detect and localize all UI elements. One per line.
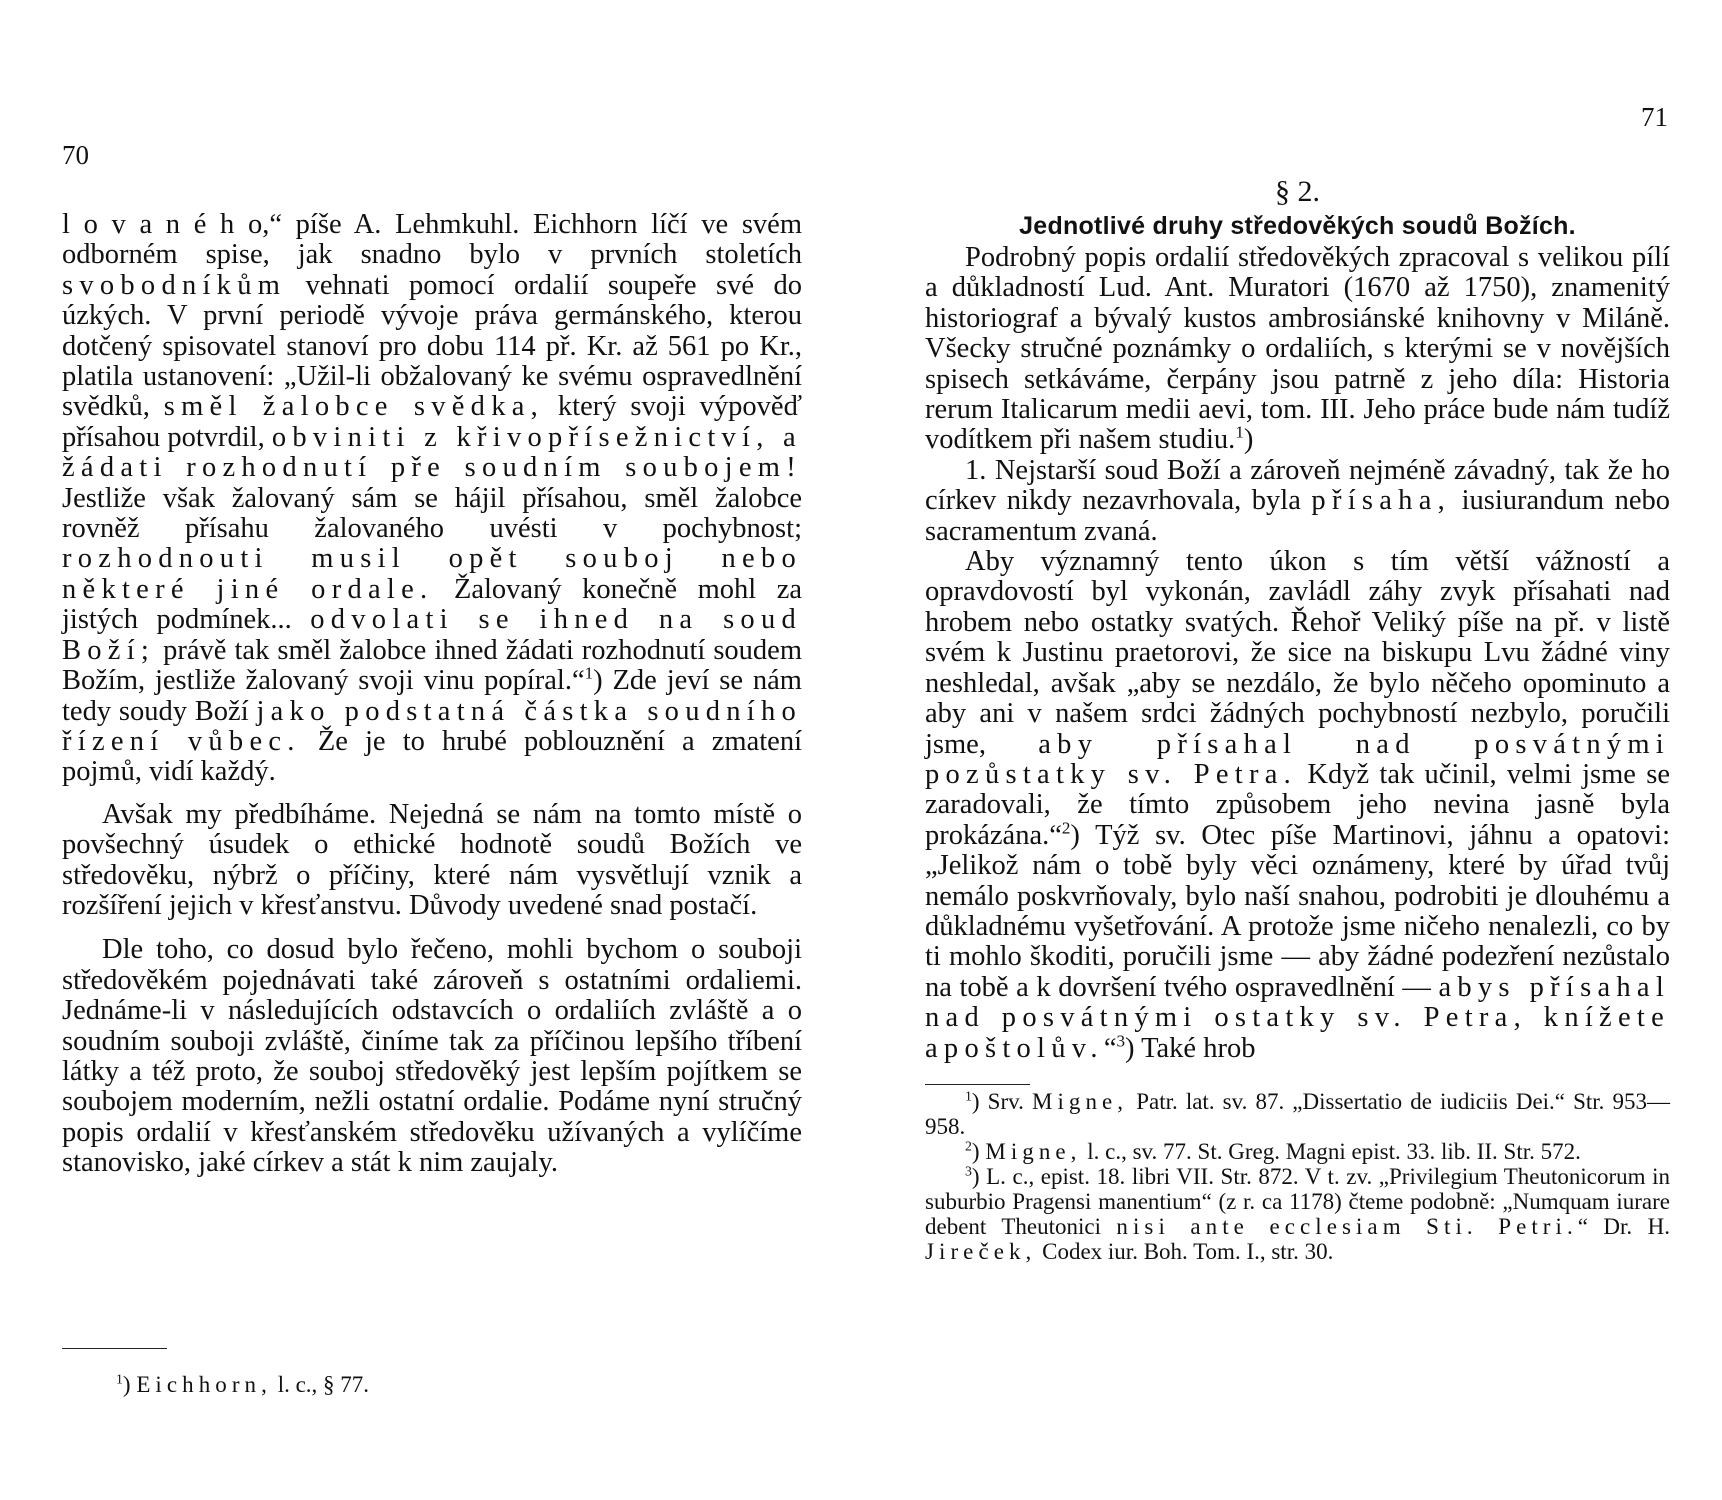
text-run: ): [971, 1138, 986, 1164]
footnote-rule: [62, 1348, 167, 1349]
footnote: [925, 1139, 1670, 1164]
spaced-emphasis: jako podstatná částka soudního řízení vůbec.: [62, 695, 802, 757]
text-run: ) Zde jeví se nám tedy soudy Boží: [62, 665, 802, 727]
text-run: “: [1103, 1032, 1117, 1064]
text-column: [62, 210, 802, 1179]
spaced-emphasis: Jireček,: [925, 1238, 1037, 1264]
text-run: Když tak učinil, velmi jsme se zaradovali, že tímto způsobem jeho nevina jasně byla prokázána.“: [925, 758, 1670, 851]
spaced-emphasis: odvolati se ihned na soud Boží;: [62, 604, 802, 666]
spaced-emphasis: aby přísahal nad posvátnými pozůstatky sv. Petra.: [925, 728, 1670, 790]
paragraph: [925, 547, 1670, 1064]
spaced-emphasis: přísaha,: [1311, 485, 1452, 517]
footnote-ref: 2: [965, 1138, 972, 1154]
text-run: Podrobný popis ordalií středověkých zpracoval s velikou pílí a důkladností Lud. Ant. Muratori (1670 až 1750), znamenitý historiograf a bývalý kustos ambrosiánské knihovny v Miláně. Všecky stručné poznámky o ordaliích, s kterými se v novějších spisech setkáváme, čerpány jsou patrně z jeho díla: Historia rerum Italicarum medii aevi, tom. III. Jeho práce bude nám tudíž vodítkem při našem studiu.: [925, 242, 1670, 456]
text-run: Že je to hrubé poblouznění a zmatení pojmů, vidí každý.: [62, 725, 802, 788]
footnotes: [925, 1089, 1670, 1264]
text-run: Žalovaný konečně mohl za jistých podmínek...: [62, 573, 803, 636]
text-run: ): [1243, 424, 1254, 456]
text-run: právě tak směl žalobce ihned žádati rozhodnutí soudem Božím, jestliže žalovaný svoji vinu popíral.“: [62, 634, 802, 697]
paragraph: [62, 935, 802, 1178]
spaced-emphasis: obviniti z křivopřísežnictví, a žádati rozhodnutí pře soudním soubojem!: [62, 421, 802, 484]
footnote-ref: 1: [1235, 422, 1244, 442]
footnote-ref: 3: [965, 1163, 972, 1179]
text-run: l. c., sv. 77. St. Greg. Magni epist. 33. lib. II. Str. 572.: [1081, 1138, 1581, 1164]
text-run: Jestliže však žalovaný sám se hájil přísahou, směl žalobce rovněž přísahu žalovaného uvésti v pochybnost;: [62, 482, 802, 545]
text-run: vehnati pomocí ordalií soupeře své do úzkých. V první periodě vývoje práva germánského, kterou dotčený spisovatel stanoví pro dobu 114 př. Kr. až 561 po Kr., platila ustanovení: „Užil-li obžalovaný ke svému ospravedlnění svědků,: [62, 269, 802, 423]
page-number: 71: [1641, 102, 1668, 132]
text-run: Dle toho, co dosud bylo řečeno, mohli bychom o souboji středověkém pojednávati také zároveň s ostatními ordaliemi. Jednáme-li v následujících odstavcích o ordaliích zvláště a o soudním souboji zvláště, činíme tak za příčinou lepšího tříbení látky a též proto, že souboj středověký jest lepším pojítkem se soubojem moderním, nežli ostatní ordalie. Podáme nyní stručný popis ordalií v křesťanském středověku užívaných a vylíčíme stanovisko, jaké církev a stát k nim zaujaly.: [62, 934, 802, 1179]
spaced-emphasis: Eichhorn,: [136, 1372, 272, 1397]
paragraph: [925, 243, 1670, 456]
section-heading: Jednotlivé druhy středověkých soudů Božích.: [1019, 212, 1576, 240]
spaced-emphasis: nisi ante ecclesiam Sti. Petri.: [1116, 1213, 1578, 1239]
page-number: 70: [62, 140, 89, 170]
text-run: píše A. Lehmkuhl. Eichhorn líčí ve svém odborném spise, jak snadno bylo v prvních stoletích: [62, 209, 802, 271]
text-run: Patr. lat. sv. 87. „Dissertatio de iudiciis Dei.“ Str. 953—958.: [925, 1088, 1670, 1139]
text-run: ) Srv.: [971, 1088, 1032, 1114]
text-run: ) Také hrob: [1125, 1032, 1256, 1064]
right-page: [861, 0, 1722, 1500]
footnote-ref: 1: [116, 1371, 123, 1387]
section-mark: § 2.: [1275, 175, 1320, 208]
footnote: [925, 1089, 1670, 1139]
spaced-emphasis: směl žalobce svědka,: [163, 391, 545, 423]
text-run: Aby významný tento úkon s tím větší vážností a opravdovostí byl vykonán, zavládl záhy zvyk přísahati nad hrobem nebo ostatky svatých. Řehoř Veliký píše na př. v listě svém k Justinu praetorovi, že sice na biskupu Lvu žádné viny neshledal, avšak „aby se nezdálo, že bylo něčeho opominuto a aby ani v našem srdci žádných pochybností nezbylo, poručili jsme,: [925, 546, 1670, 760]
footnote: [925, 1164, 1670, 1264]
text-run: Avšak my předbíháme. Nejedná se nám na tomto místě o povšechný úsudek o ethické hodnotě soudů Božích ve středověku, nýbrž o příčiny, které nám vysvětlují vznik a rozšíření jejich v křesťanstvu. Důvody uvedené snad postačí.: [62, 798, 802, 921]
text-run: iusiurandum nebo sacramentum zvaná.: [925, 485, 1670, 547]
text-run: ) L. c., epist. 18. libri VII. Str. 872. V t. zv. „Privilegium Theutonicorum in suburbio Pragensi manentium“ (z r. ca 1178) čteme podobně: „Numquam iurare debent Theutonici: [925, 1163, 1670, 1239]
spaced-emphasis: Migne,: [1031, 1088, 1129, 1114]
text-run: který svoji výpověď přísahou potvrdil,: [62, 391, 802, 453]
text-run: l. c., § 77.: [271, 1372, 370, 1397]
text-run: ) Týž sv. Otec píše Martinovi, jáhnu a opatovi: „Jelikož nám o tobě byly věci oznámeny, které by úřad tvůj nemálo poskvrňovaly, bylo naší snahou, podrobiti je dlouhému a důkladnému vyšetřování. A protože jsme ničeho nenalezli, co by ti mohlo škoditi, poručili jsme — aby žádné podezření nezůstalo na tobě a k dovršení tvého ospravedlnění —: [925, 819, 1670, 1003]
footnote-ref: 1: [584, 663, 594, 683]
footnote-ref: 1: [965, 1088, 972, 1104]
paragraph: [62, 800, 802, 922]
paragraph: [62, 210, 802, 788]
text-run: Codex iur. Boh. Tom. I., str. 30.: [1036, 1238, 1334, 1264]
spaced-emphasis: Migne,: [985, 1138, 1082, 1164]
footnote-rule: [925, 1084, 1030, 1085]
footnote-ref: 3: [1116, 1031, 1126, 1051]
spaced-emphasis: svobodníkům: [62, 269, 287, 301]
spaced-emphasis: rozhodnouti musil opět souboj nebo některé jiné ordale.: [62, 543, 802, 605]
text-run: ): [122, 1372, 137, 1397]
text-column: [925, 175, 1670, 1264]
text-run: “ Dr. H.: [1577, 1213, 1670, 1239]
text-run: l o v a n é h o,“: [62, 209, 282, 240]
paragraph: [925, 456, 1670, 547]
spaced-emphasis: abys přísahal nad posvátnými ostatky sv. Petra, knížete apoštolův.: [925, 971, 1671, 1064]
footnote-ref: 2: [1061, 818, 1071, 838]
footnote: [116, 1372, 716, 1397]
text-run: 1. Nejstarší soud Boží a zároveň nejméně závadný, tak že ho církev nikdy nezavrhovala, byla: [925, 454, 1670, 517]
